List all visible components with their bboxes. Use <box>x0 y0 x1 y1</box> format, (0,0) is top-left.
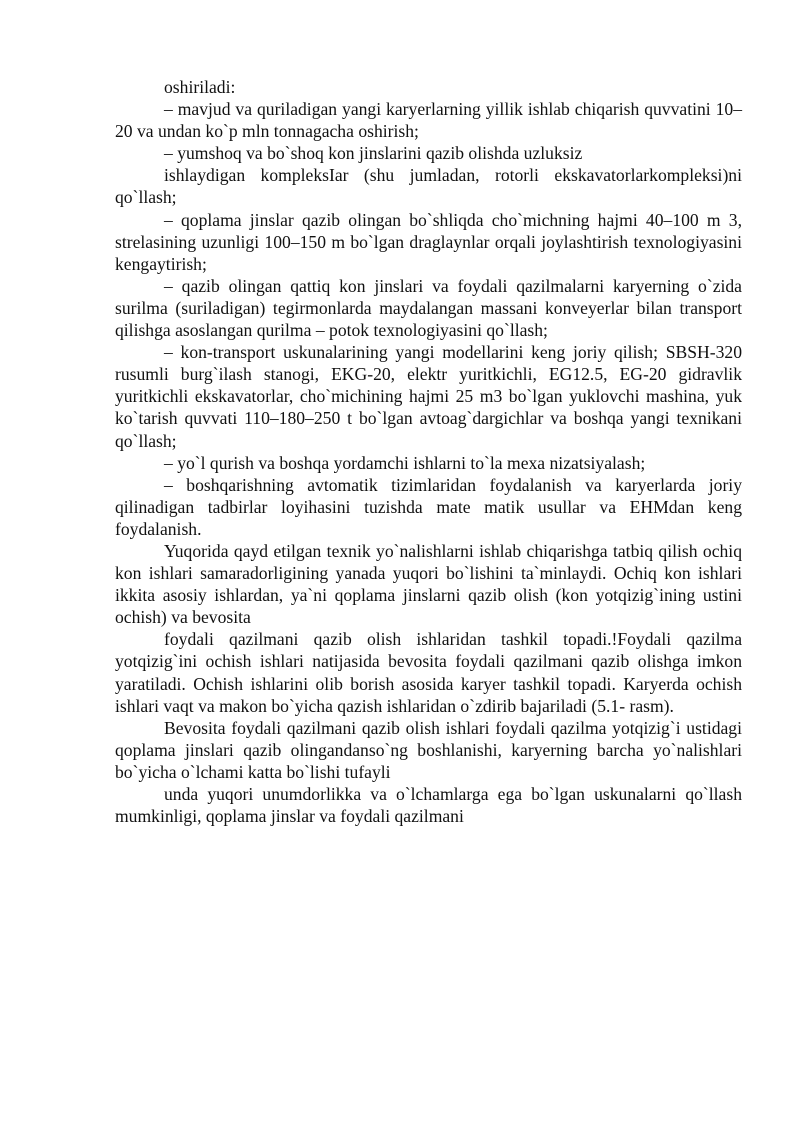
paragraph-12: Bevosita foydali qazilmani qazib olish ishlari foydali qazilma yotqizig`i ustidagi qoplama jinslari qazib olingandanso`ng boshlanishi, karyerning barcha yo`nalishlari bo`yicha o`lchami katta bo`lishi tufayli <box>115 717 742 782</box>
paragraph-11: foydali qazilmani qazib olish ishlaridan tashkil topadi.!Foydali qazilma yotqizig`ini ochish ishlari natijasida bevosita foydali qazilmani qazib olishga imkon yaratiladi. Ochish ishlarini olib borish asosida karyer tashkil topadi. Karyerda ochish ishlari vaqt va makon bo`yicha qazish ishlaridan o`zdirib bajariladi (5.1- rasm). <box>115 629 742 716</box>
paragraph-2: – mavjud va quriladigan yangi karyerlarning yillik ishlab chiqarish quvvatini 10–20 va undan ko`p mln tonnagacha oshirish; <box>115 99 742 142</box>
paragraph-7: – kon-transport uskunalarining yangi modellarini keng joriy qilish; SBSH-320 rusumli burg`ilash stanogi, EKG-20, elektr yuritkichli, EG12.5, EG-20 gidravlik yuritkichli ekskavatorlar, cho`michining hajmi 25 m3 bo`lgan yuklovchi mashina, yuk ko`tarish quvvati 110–180–250 t bo`lgan avtoag`dargichlar va boshqa yangi texnikani qo`llash; <box>115 342 742 451</box>
paragraph-10: Yuqorida qayd etilgan texnik yo`nalishlarni ishlab chiqarishga tatbiq qilish ochiq kon ishlari samaradorligining yanada yuqori bo`lishini ta`minlaydi. Ochiq kon ishlari ikkita asosiy ishlardan, ya`ni qoplama jinslarni qazib olish (kon yotqizig`ining ustini ochish) va bevosita <box>115 540 742 628</box>
paragraph-8: – yo`l qurish va boshqa yordamchi ishlarni to`la mexa nizatsiyalash; <box>164 452 646 473</box>
paragraph-6: – qazib olingan qattiq kon jinslari va foydali qazilmalarni karyerning o`zida surilma (suriladigan) tegirmonlarda maydalangan massani konveyerlar bilan transport qilishga asoslangan qurilma – potok texnologiyasini qo`llash; <box>115 275 742 341</box>
paragraph-4: ishlaydigan kompleksIar (shu jumladan, rotorli ekskavatorlarkompleksi)ni qo`llash; <box>115 165 742 208</box>
paragraph-13: unda yuqori unumdorlikka va o`lchamlarga ega bo`lgan uskunalarni qo`llash mumkinligi, qoplama jinslar va foydali qazilmani <box>115 784 742 827</box>
paragraph-1: oshiriladi: <box>164 77 236 97</box>
paragraph-9: – boshqarishning avtomatik tizimlaridan foydalanish va karyerlarda joriy qilinadigan tadbirlar loyihasini tuzishda mate matik usullar va EHMdan keng foydalanish. <box>115 474 742 539</box>
document-page <box>115 76 742 827</box>
paragraph-5: – qoplama jinslar qazib olingan bo`shliqda cho`michning hajmi 40–100 m 3, strelasining uzunligi 100–150 m bo`lgan draglaynlar orqali joylashtirish texnologiyasini kengaytirish; <box>115 209 742 274</box>
paragraph-3: – yumshoq va bo`shoq kon jinslarini qazib olishda uzluksiz <box>164 143 583 164</box>
